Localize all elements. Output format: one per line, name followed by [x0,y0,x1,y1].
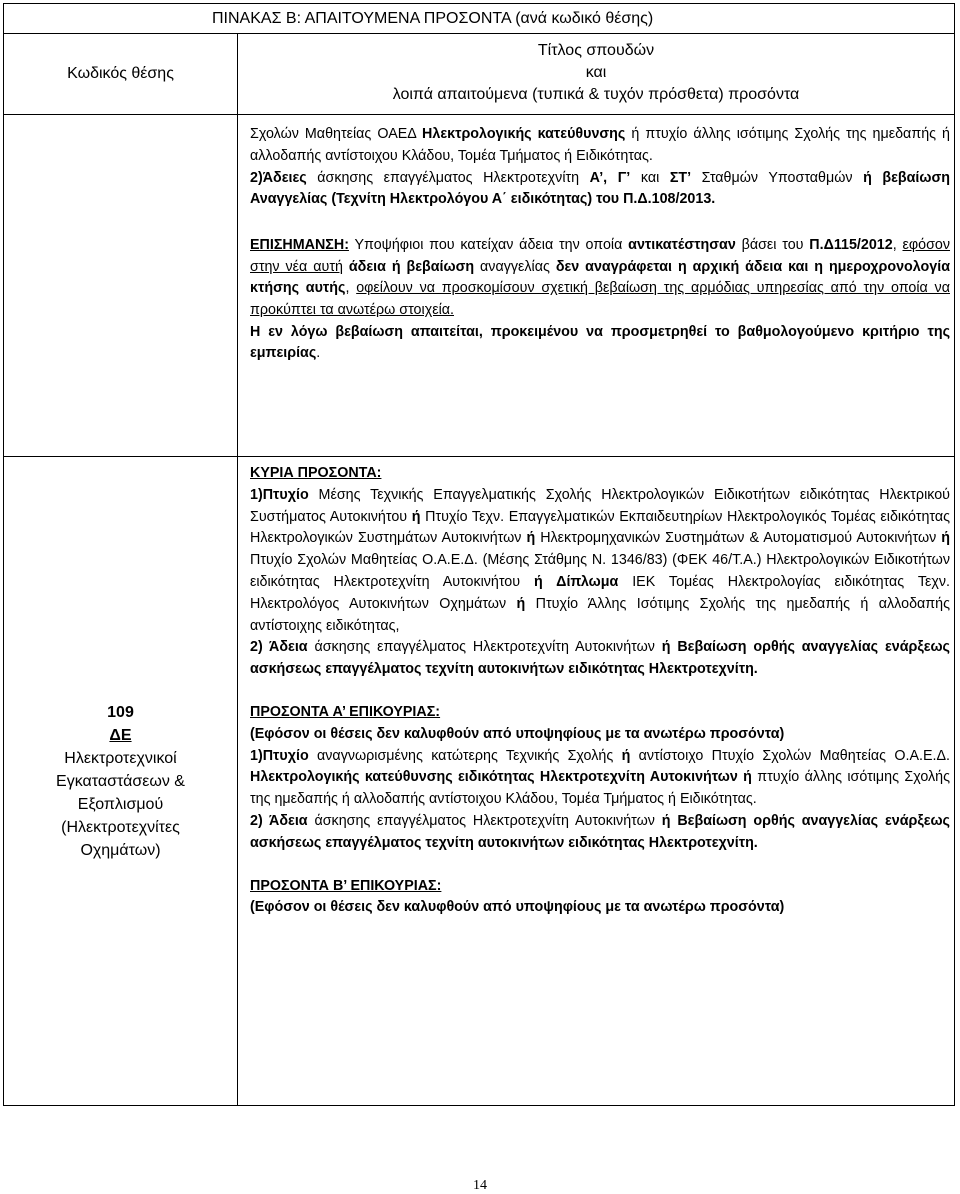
table-title: ΠΙΝΑΚΑΣ Β: ΑΠΑΙΤΟΥΜΕΝΑ ΠΡΟΣΟΝΤΑ (ανά κωδικό θέσης) [212,10,654,27]
a-qualification-1: 1)Πτυχίο αναγνωρισμένης κατώτερης Τεχνικής Σχολής ή αντίστοιχο Πτυχίο Σχολών Μαθητείας Ο.Α.Ε.Δ. Ηλεκτρολογικής κατεύθυνσης ειδικότητας Ηλεκτροτεχνίτη Αυτοκινήτων ή πτυχίο άλλης ισότιμης Σχολής της ημεδαπής ή αλλοδαπής αντίστοιχου Κλάδου, Τομέα Τμήματος ή Ειδικότητας. [250,747,950,808]
header-code-label: Κωδικός θέσης [67,65,174,82]
position-name-line: Εγκαταστάσεων & [56,772,185,790]
position-code: 109 [107,703,134,721]
code-cell-empty [4,115,238,456]
main-qualification-1: 1)Πτυχίο Μέσης Τεχνικής Επαγγελματικής Σχολής Ηλεκτρολογικών Ειδικοτήτων ειδικότητας Ηλεκτρικού Συστήματος Αυτοκινήτου ή Πτυχίο Τεχν. Επαγγελματικών Εκπαιδευτηρίων Ηλεκτρολογικός Τομέας ειδικότητας Ηλεκτρολογικών Συστημάτων Αυτοκινήτων ή Ηλεκτρομηχανικών Συστημάτων & Αυτοματισμού Αυτοκινήτων ή Πτυχίο Σχολών Μαθητείας Ο.Α.Ε.Δ. (Μέσης Στάθμης Ν. 1346/83) (ΦΕΚ 46/Τ.Α.) Ηλεκτρολογικών Ειδικοτήτων ειδικότητας Ηλεκτροτεχνίτη Αυτοκινήτου ή Δίπλωμα ΙΕΚ Τομέας Ηλεκτρολογίας ειδικότητας Τεχν. Ηλεκτρολόγος Αυτοκινήτων Οχημάτων ή Πτυχίο Άλλης Ισότιμης Σχολής της ημεδαπής ή αλλοδαπής αντίστοιχης ειδικότητας, [250,486,951,634]
requirements-cell [238,115,954,456]
requirements-table [3,3,955,1106]
main-qualification-2: 2) Άδεια άσκησης επαγγέλματος Ηλεκτροτεχνίτη Αυτοκινήτων ή Βεβαίωση ορθής αναγγελίας ενάρξεως ασκήσεως επαγγέλματος τεχνίτη αυτοκινήτων ειδικότητας Ηλεκτροτεχνίτη. [250,639,950,678]
a-supplementary-note: (Εφόσον οι θέσεις δεν καλυφθούν από υποψηφίους με τα ανωτέρω προσόντα) [250,725,785,742]
position-requirements-cell [238,457,954,1105]
position-name-line: Οχημάτων) [80,841,161,859]
req-paragraph-1: Σχολών Μαθητείας ΟΑΕΔ Ηλεκτρολογικής κατεύθυνσης ή πτυχίο άλλης ισότιμης Σχολής της ημεδαπής ή αλλοδαπής αντίστοιχου Κλάδου, Τομέα Τμήματος ή Ειδικότητας. [250,126,950,164]
note-paragraph: ΕΠΙΣΗΜΑΝΣΗ: Υποψήφιοι που κατείχαν άδεια την οποία αντικατέστησαν βάσει του Π.Δ115/2012, εφόσον στην νέα αυτή άδεια ή βεβαίωση αναγγελίας δεν αναγράφεται η αρχική άδεια και η ημεροχρονολογία κτήσης αυτής, οφείλουν να προσκομίσουν σχετική βεβαίωση της αρμόδιας υπηρεσίας από την οποία να προκύπτει τα ανωτέρω στοιχεία. Η εν λόγω βεβαίωση απαιτείται, προκειμένου να προσμετρηθεί το βαθμολογούμενο κριτήριο της εμπειρίας. [250,237,951,362]
position-name-line: Εξοπλισμού [77,795,164,813]
a-supplementary-heading: ΠΡΟΣΟΝΤΑ Α’ ΕΠΙΚΟΥΡΙΑΣ: [250,703,441,720]
table-row [4,456,954,1105]
b-supplementary-note: (Εφόσον οι θέσεις δεν καλυφθούν από υποψηφίους με τα ανωτέρω προσόντα) [250,899,785,916]
position-code-cell [4,457,238,1105]
position-name-line: (Ηλεκτροτεχνίτες [61,818,180,836]
b-supplementary-heading: ΠΡΟΣΟΝΤΑ Β’ ΕΠΙΚΟΥΡΙΑΣ: [250,877,442,894]
position-name-line: Ηλεκτροτεχνικοί [64,749,177,767]
a-qualification-2: 2) Άδεια άσκησης επαγγέλματος Ηλεκτροτεχνίτη Αυτοκινήτων ή Βεβαίωση ορθής αναγγελίας ενάρξεως ασκήσεως επαγγέλματος τεχνίτη αυτοκινήτων ειδικότητας Ηλεκτροτεχνίτη. [250,812,950,851]
position-category: ΔΕ [109,726,132,744]
main-qualifications-heading: ΚΥΡΙΑ ΠΡΟΣΟΝΤΑ: [250,465,382,481]
header-req-line3: λοιπά απαιτούμενα (τυπικά & τυχόν πρόσθετα) προσόντα [392,86,800,103]
table-header-row [4,33,954,114]
table-title-row [4,4,954,33]
table-row [4,114,954,456]
header-req-line2: και [585,64,607,81]
header-req-cell [238,34,954,114]
header-code-cell [4,34,238,114]
page-number: 14 [473,1178,487,1193]
header-req-line1: Τίτλος σπουδών [537,42,655,59]
req-paragraph-2: 2)Άδειες άσκησης επαγγέλματος Ηλεκτροτεχνίτη Α’, Γ’ και ΣΤ’ Σταθμών Υποσταθμών ή βεβαίωση Αναγγελίας (Τεχνίτη Ηλεκτρολόγου Α΄ ειδικότητας) του Π.Δ.108/2013. [250,169,950,208]
